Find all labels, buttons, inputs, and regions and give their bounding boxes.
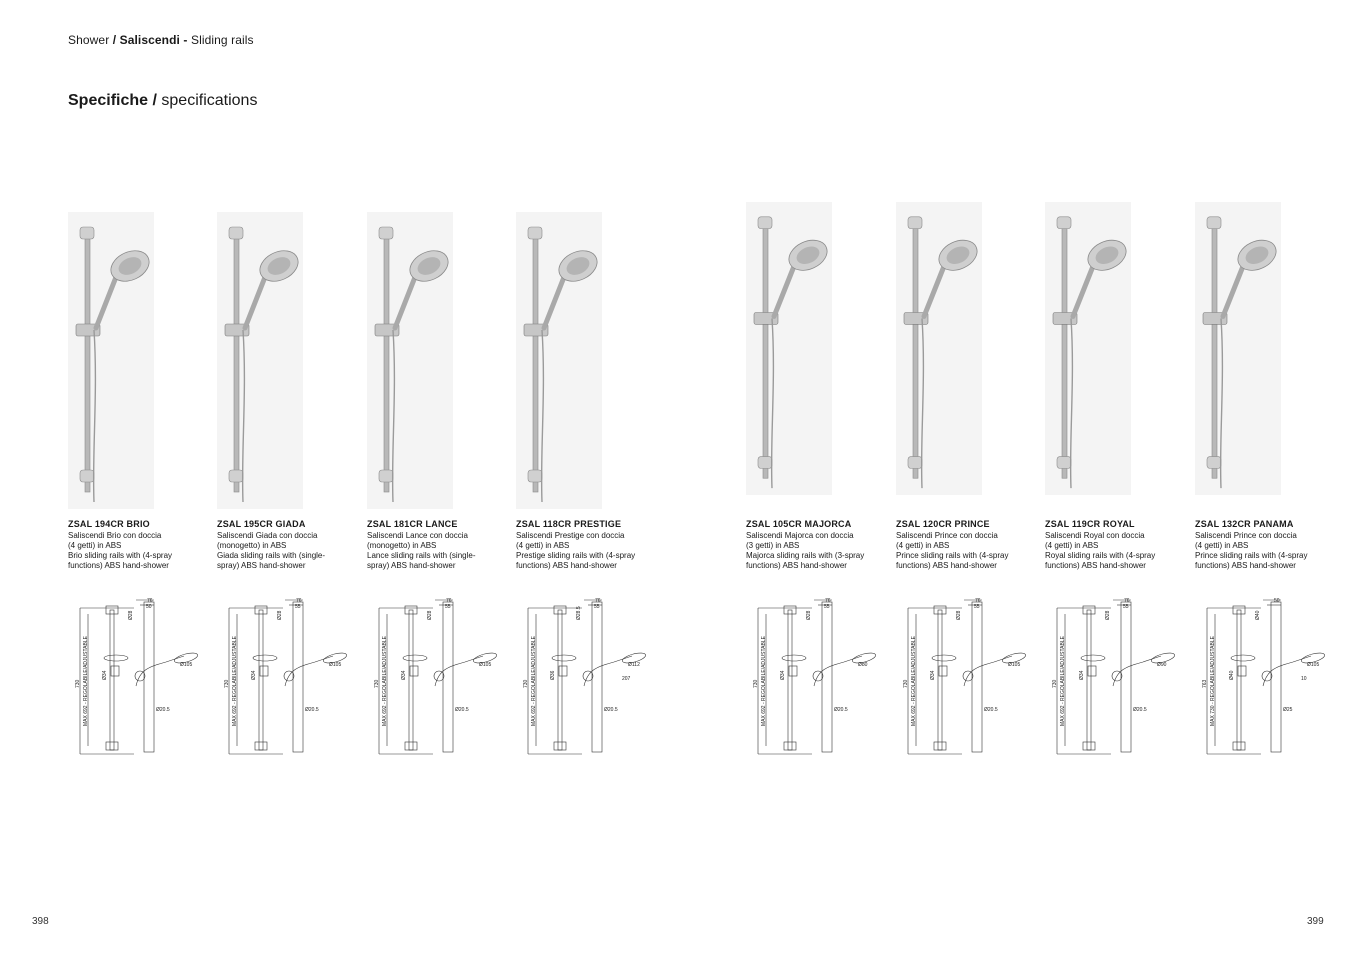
product-description-it: Saliscendi Majorca con doccia (3 getti) in ABS	[746, 531, 854, 551]
dimension-label: 50	[146, 604, 152, 610]
sliding-rail-illustration	[746, 202, 832, 495]
breadcrumb-sep: /	[112, 33, 117, 47]
dimension-label: Ø36	[550, 670, 556, 680]
dimension-label: 76	[147, 598, 153, 604]
page-number-right: 399	[1307, 916, 1324, 927]
dimension-label: 55	[974, 604, 980, 610]
product-photo	[217, 212, 303, 509]
page-number-left: 398	[32, 916, 49, 927]
dimension-label: 76	[296, 598, 302, 604]
dimension-label: Ø28	[956, 610, 962, 620]
dimension-label: Ø80	[858, 662, 868, 668]
product-photo	[896, 202, 982, 495]
dimension-label: Ø28	[1105, 610, 1111, 620]
dimension-label: Ø28	[806, 610, 812, 620]
sliding-rail-illustration	[896, 202, 982, 495]
dimension-label: Ø20.5	[604, 707, 618, 713]
sliding-rail-illustration	[367, 212, 453, 509]
dimension-label: 55	[445, 604, 451, 610]
product-code: ZSAL 120CR PRINCE	[896, 519, 990, 529]
dimension-label: Ø25	[1283, 707, 1293, 713]
product-description-it: Saliscendi Royal con doccia (4 getti) in ABS	[1045, 531, 1145, 551]
dimension-label: MAX 730 - REGOLABILE/ADJUSTABLE	[1210, 636, 1216, 726]
product-description-en: Prince sliding rails with (4-spray functions) ABS hand-shower	[896, 551, 1009, 571]
dimension-label: 730	[224, 679, 230, 688]
dimension-label: MAX 692 - REGOLABILE/ADJUSTABLE	[232, 636, 238, 726]
product-code: ZSAL 194CR BRIO	[68, 519, 150, 529]
dimension-label: Ø105	[1307, 662, 1320, 668]
dimension-label: 76	[975, 598, 981, 604]
dimension-label: Ø105	[479, 662, 492, 668]
product-code: ZSAL 195CR GIADA	[217, 519, 306, 529]
product-photo	[516, 212, 602, 509]
dimension-label: Ø28	[427, 610, 433, 620]
dimension-label: Ø28.5	[576, 606, 582, 620]
title-english: specifications	[161, 92, 258, 109]
technical-drawing	[904, 596, 1034, 758]
dimension-label: Ø20.5	[305, 707, 319, 713]
product-photo	[1045, 202, 1131, 495]
product-description-it: Saliscendi Lance con doccia (monogetto) in ABS	[367, 531, 468, 551]
dimension-label: 763	[1202, 679, 1208, 688]
product-code: ZSAL 132CR PANAMA	[1195, 519, 1294, 529]
dimension-label: Ø34	[251, 670, 257, 680]
product-description-en: Brio sliding rails with (4-spray functions) ABS hand-shower	[68, 551, 173, 571]
dimension-label: Ø34	[401, 670, 407, 680]
dimension-label: 207	[622, 676, 631, 682]
dimension-label: Ø28	[277, 610, 283, 620]
dimension-label: Ø20.5	[455, 707, 469, 713]
dimension-label: MAX 692 - REGOLABILE/ADJUSTABLE	[382, 636, 388, 726]
dimension-label: Ø40	[1255, 610, 1261, 620]
dimension-label: 55	[1123, 604, 1129, 610]
sliding-rail-illustration	[68, 212, 154, 509]
product-description-en: Prestige sliding rails with (4-spray functions) ABS hand-shower	[516, 551, 636, 571]
dimension-label: 76	[1124, 598, 1130, 604]
dimension-label: 76	[595, 598, 601, 604]
sliding-rail-illustration	[1195, 202, 1281, 495]
product-code: ZSAL 105CR MAJORCA	[746, 519, 852, 529]
product-description-it: Saliscendi Prince con doccia (4 getti) in ABS	[1195, 531, 1297, 551]
breadcrumb-dash: -	[183, 33, 188, 47]
page-title	[68, 92, 257, 110]
dimension-label: MAX 692 - REGOLABILE/ADJUSTABLE	[911, 636, 917, 726]
dimension-label: Ø34	[780, 670, 786, 680]
technical-drawing	[375, 596, 505, 758]
technical-drawing	[225, 596, 355, 758]
product-code: ZSAL 181CR LANCE	[367, 519, 458, 529]
breadcrumb-saliscendi: Saliscendi	[119, 33, 180, 47]
product-description-it: Saliscendi Giada con doccia (monogetto) in ABS	[217, 531, 318, 551]
product-code: ZSAL 118CR PRESTIGE	[516, 519, 622, 529]
dimension-label: 55	[594, 604, 600, 610]
dimension-label: 76	[446, 598, 452, 604]
dimension-label: 730	[75, 679, 81, 688]
product-photo	[746, 202, 832, 495]
dimension-label: Ø40	[1229, 670, 1235, 680]
product-description-en: Prince sliding rails with (4-spray functions) ABS hand-shower	[1195, 551, 1308, 571]
product-photo	[68, 212, 154, 509]
technical-drawing	[524, 596, 654, 758]
dimension-label: 730	[374, 679, 380, 688]
dimension-label: Ø34	[1079, 670, 1085, 680]
dimension-label: Ø28	[128, 610, 134, 620]
dimension-label: 730	[903, 679, 909, 688]
technical-drawing	[1203, 596, 1333, 758]
sliding-rail-illustration	[516, 212, 602, 509]
product-code: ZSAL 119CR ROYAL	[1045, 519, 1135, 529]
dimension-label: 10	[1301, 676, 1307, 682]
dimension-label: Ø90	[1157, 662, 1167, 668]
dimension-label: Ø20.5	[1133, 707, 1147, 713]
product-description-it: Saliscendi Brio con doccia (4 getti) in ABS	[68, 531, 162, 551]
dimension-label: Ø34	[102, 670, 108, 680]
technical-drawing	[76, 596, 206, 758]
product-photo	[367, 212, 453, 509]
dimension-label: 730	[753, 679, 759, 688]
title-italian: Specifiche	[68, 92, 149, 109]
breadcrumb-sliding-rails: Sliding rails	[190, 33, 254, 47]
dimension-label: MAX 692 - REGOLABILE/ADJUSTABLE	[83, 636, 89, 726]
product-description-en: Majorca sliding rails with (3-spray functions) ABS hand-shower	[746, 551, 865, 571]
dimension-label: MAX 692 - REGOLABILE/ADJUSTABLE	[761, 636, 767, 726]
breadcrumb-shower: Shower	[68, 33, 110, 47]
dimension-label: Ø20.5	[834, 707, 848, 713]
product-description-it: Saliscendi Prestige con doccia (4 getti) in ABS	[516, 531, 625, 551]
breadcrumb	[68, 33, 254, 47]
dimension-label: 55	[824, 604, 830, 610]
product-description-en: Royal sliding rails with (4-spray functions) ABS hand-shower	[1045, 551, 1156, 571]
dimension-label: Ø105	[180, 662, 193, 668]
dimension-label: 730	[523, 679, 529, 688]
dimension-label: Ø20.5	[984, 707, 998, 713]
sliding-rail-illustration	[1045, 202, 1131, 495]
dimension-label: Ø34	[930, 670, 936, 680]
technical-drawing	[754, 596, 884, 758]
dimension-label: 76	[825, 598, 831, 604]
technical-drawing	[1053, 596, 1183, 758]
dimension-label: 50	[1274, 598, 1280, 604]
dimension-label: 55	[295, 604, 301, 610]
sliding-rail-illustration	[217, 212, 303, 509]
dimension-label: MAX 692 - REGOLABILE/ADJUSTABLE	[531, 636, 537, 726]
dimension-label: Ø20.5	[156, 707, 170, 713]
dimension-label: Ø105	[1008, 662, 1021, 668]
dimension-label: Ø112	[628, 662, 640, 668]
dimension-label: 730	[1052, 679, 1058, 688]
product-photo	[1195, 202, 1281, 495]
dimension-label: Ø105	[329, 662, 342, 668]
product-description-en: Lance sliding rails with (single- spray) ABS hand-shower	[367, 551, 476, 571]
product-description-en: Giada sliding rails with (single- spray) ABS hand-shower	[217, 551, 326, 571]
product-description-it: Saliscendi Prince con doccia (4 getti) in ABS	[896, 531, 998, 551]
dimension-label: MAX 692 - REGOLABILE/ADJUSTABLE	[1060, 636, 1066, 726]
title-sep: /	[152, 92, 157, 109]
